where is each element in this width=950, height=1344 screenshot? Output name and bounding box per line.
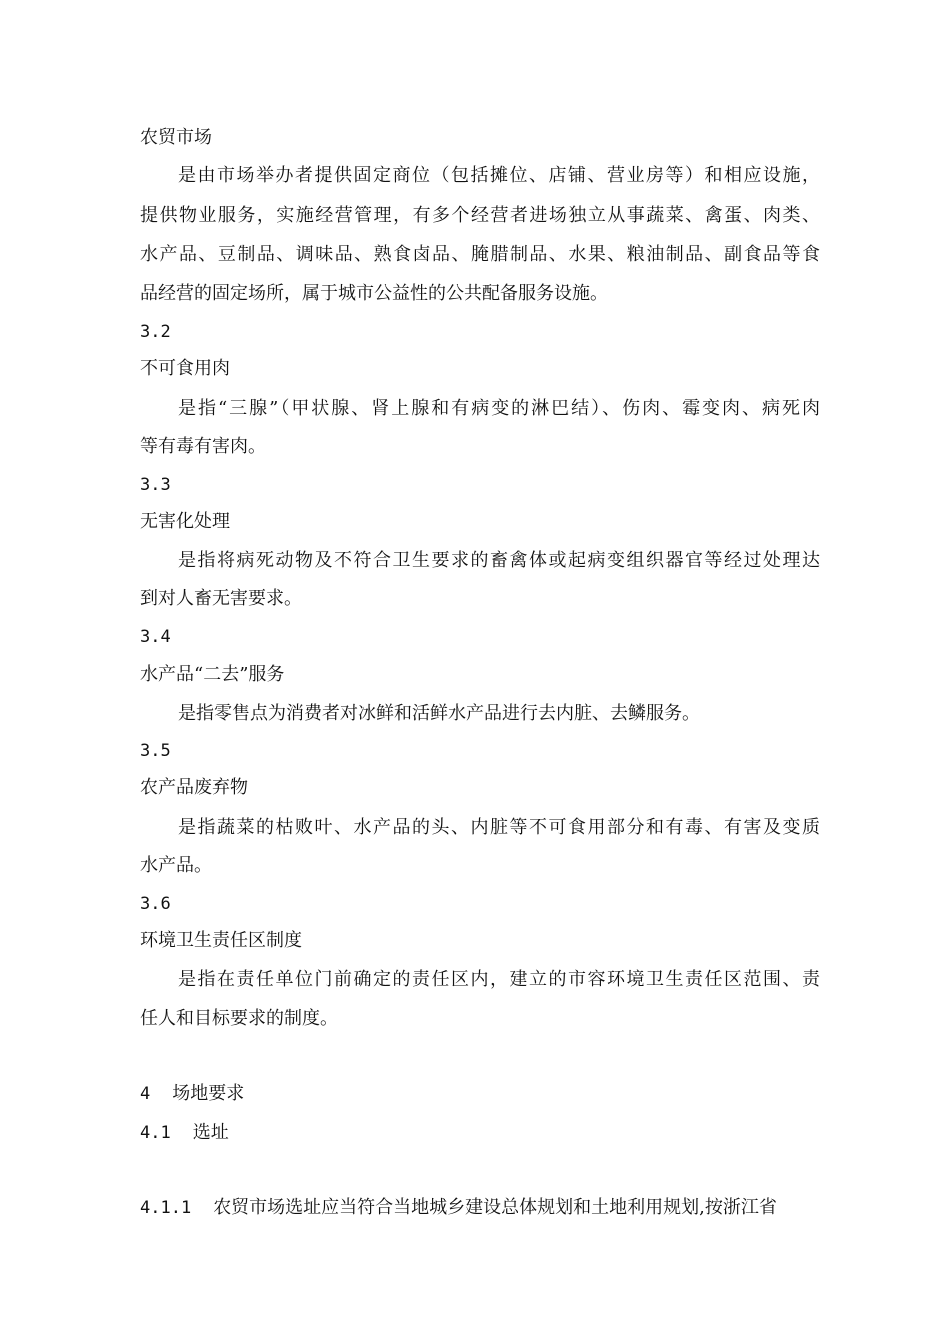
chapter-title: 场地要求 [172,1083,245,1104]
definition-line: 是指零售点为消费者对冰鲜和活鲜水产品进行去内脏、去鳞服务。 [178,703,700,724]
definition-line: 是指“三腺”（甲状腺、肾上腺和有病变的淋巴结）、伤肉、霉变肉、病死肉 [178,398,820,419]
term-title: 农产品废弃物 [140,777,248,798]
subsection-heading [140,1121,820,1145]
definition-line: 水产品、豆制品、调味品、熟食卤品、腌腊制品、水果、粮油制品、副食品等食 [140,244,820,265]
term-title: 环境卫生责任区制度 [140,930,302,951]
section-number: 3.5 [140,741,171,761]
subsection-title: 选址 [192,1122,229,1143]
term-title: 水产品“二去”服务 [140,664,285,685]
definition-line: 水产品。 [140,855,212,876]
definition-line: 是指在责任单位门前确定的责任区内，建立的市容环境卫生责任区范围、责 [178,969,820,990]
clause-text: 农贸市场选址应当符合当地城乡建设总体规划和土地利用规划,按浙江省 [213,1197,777,1218]
definition-line: 等有毒有害肉。 [140,436,266,457]
term-title: 无害化处理 [140,511,230,532]
chapter-number: 4 [140,1084,151,1104]
definition-line: 是指将病死动物及不符合卫生要求的畜禽体或起病变组织器官等经过处理达 [178,550,820,571]
term-title: 农贸市场 [140,127,212,148]
section-number: 3.4 [140,627,171,647]
section-number: 3.6 [140,894,171,914]
term-title: 不可食用肉 [140,358,230,379]
definition-line: 任人和目标要求的制度。 [140,1008,338,1029]
definition-line: 品经营的固定场所，属于城市公益性的公共配备服务设施。 [140,283,608,304]
definition-line: 提供物业服务，实施经营管理，有多个经营者进场独立从事蔬菜、禽蛋、肉类、 [140,205,820,226]
subsection-number: 4.1 [140,1123,171,1143]
section-number: 3.3 [140,475,171,495]
definition-line: 到对人畜无害要求。 [140,588,302,609]
clause-number: 4.1.1 [140,1198,192,1218]
definition-line: 是由市场举办者提供固定商位（包括摊位、店铺、营业房等）和相应设施， [178,165,820,186]
section-number: 3.2 [140,322,171,342]
chapter-heading [140,1082,820,1106]
definition-line: 是指蔬菜的枯败叶、水产品的头、内脏等不可食用部分和有毒、有害及变质 [178,817,820,838]
clause-line [140,1196,820,1220]
